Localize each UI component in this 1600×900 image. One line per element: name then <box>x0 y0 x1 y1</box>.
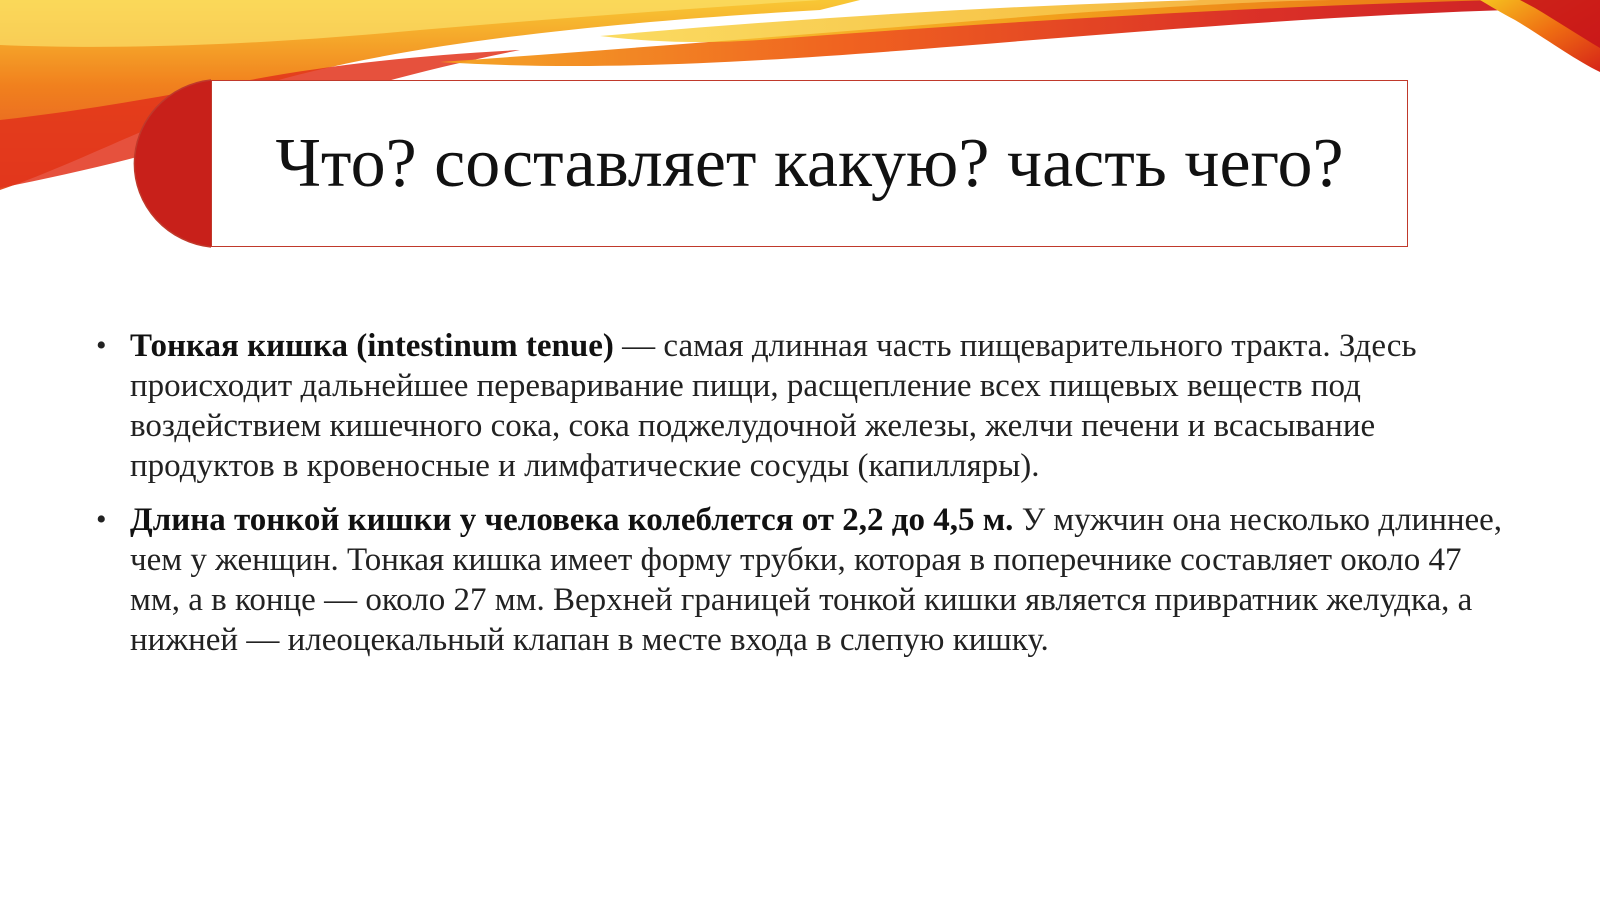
bullet-body-text: У мужчин она несколько длиннее, чем у женщин. Тонкая кишка имеет форму трубки, которая в поперечнике составляет около 47 мм, а в конце — около 27 мм. Верхней границей тонкой кишки является привратник желудка, а нижней — илеоцекальный клапан в месте входа в слепую кишку. <box>130 502 1503 658</box>
bullet-item <box>96 326 1516 486</box>
bullet-bold-text: Тонкая кишка (intestinum tenue) <box>130 328 614 364</box>
content-area <box>96 326 1516 674</box>
bullet-body-text: — самая длинная часть пищеварительного тракта. Здесь происходит дальнейшее переваривание пищи, расщепление всех пищевых веществ под воздействием кишечного сока, сока поджелудочной железы, желчи печени и всасывание продуктов в кровеносные и лимфатические сосуды (капилляры). <box>130 328 1417 484</box>
bullet-icon: • <box>96 329 107 362</box>
title-box <box>211 80 1408 247</box>
slide-title: Что? составляет какую? часть чего? <box>275 124 1344 202</box>
bullet-icon: • <box>96 503 107 536</box>
bullet-item <box>96 500 1516 660</box>
bullet-bold-text: Длина тонкой кишки у человека колеблется от 2,2 до 4,5 м. <box>130 502 1014 538</box>
bullet-list <box>96 326 1516 660</box>
